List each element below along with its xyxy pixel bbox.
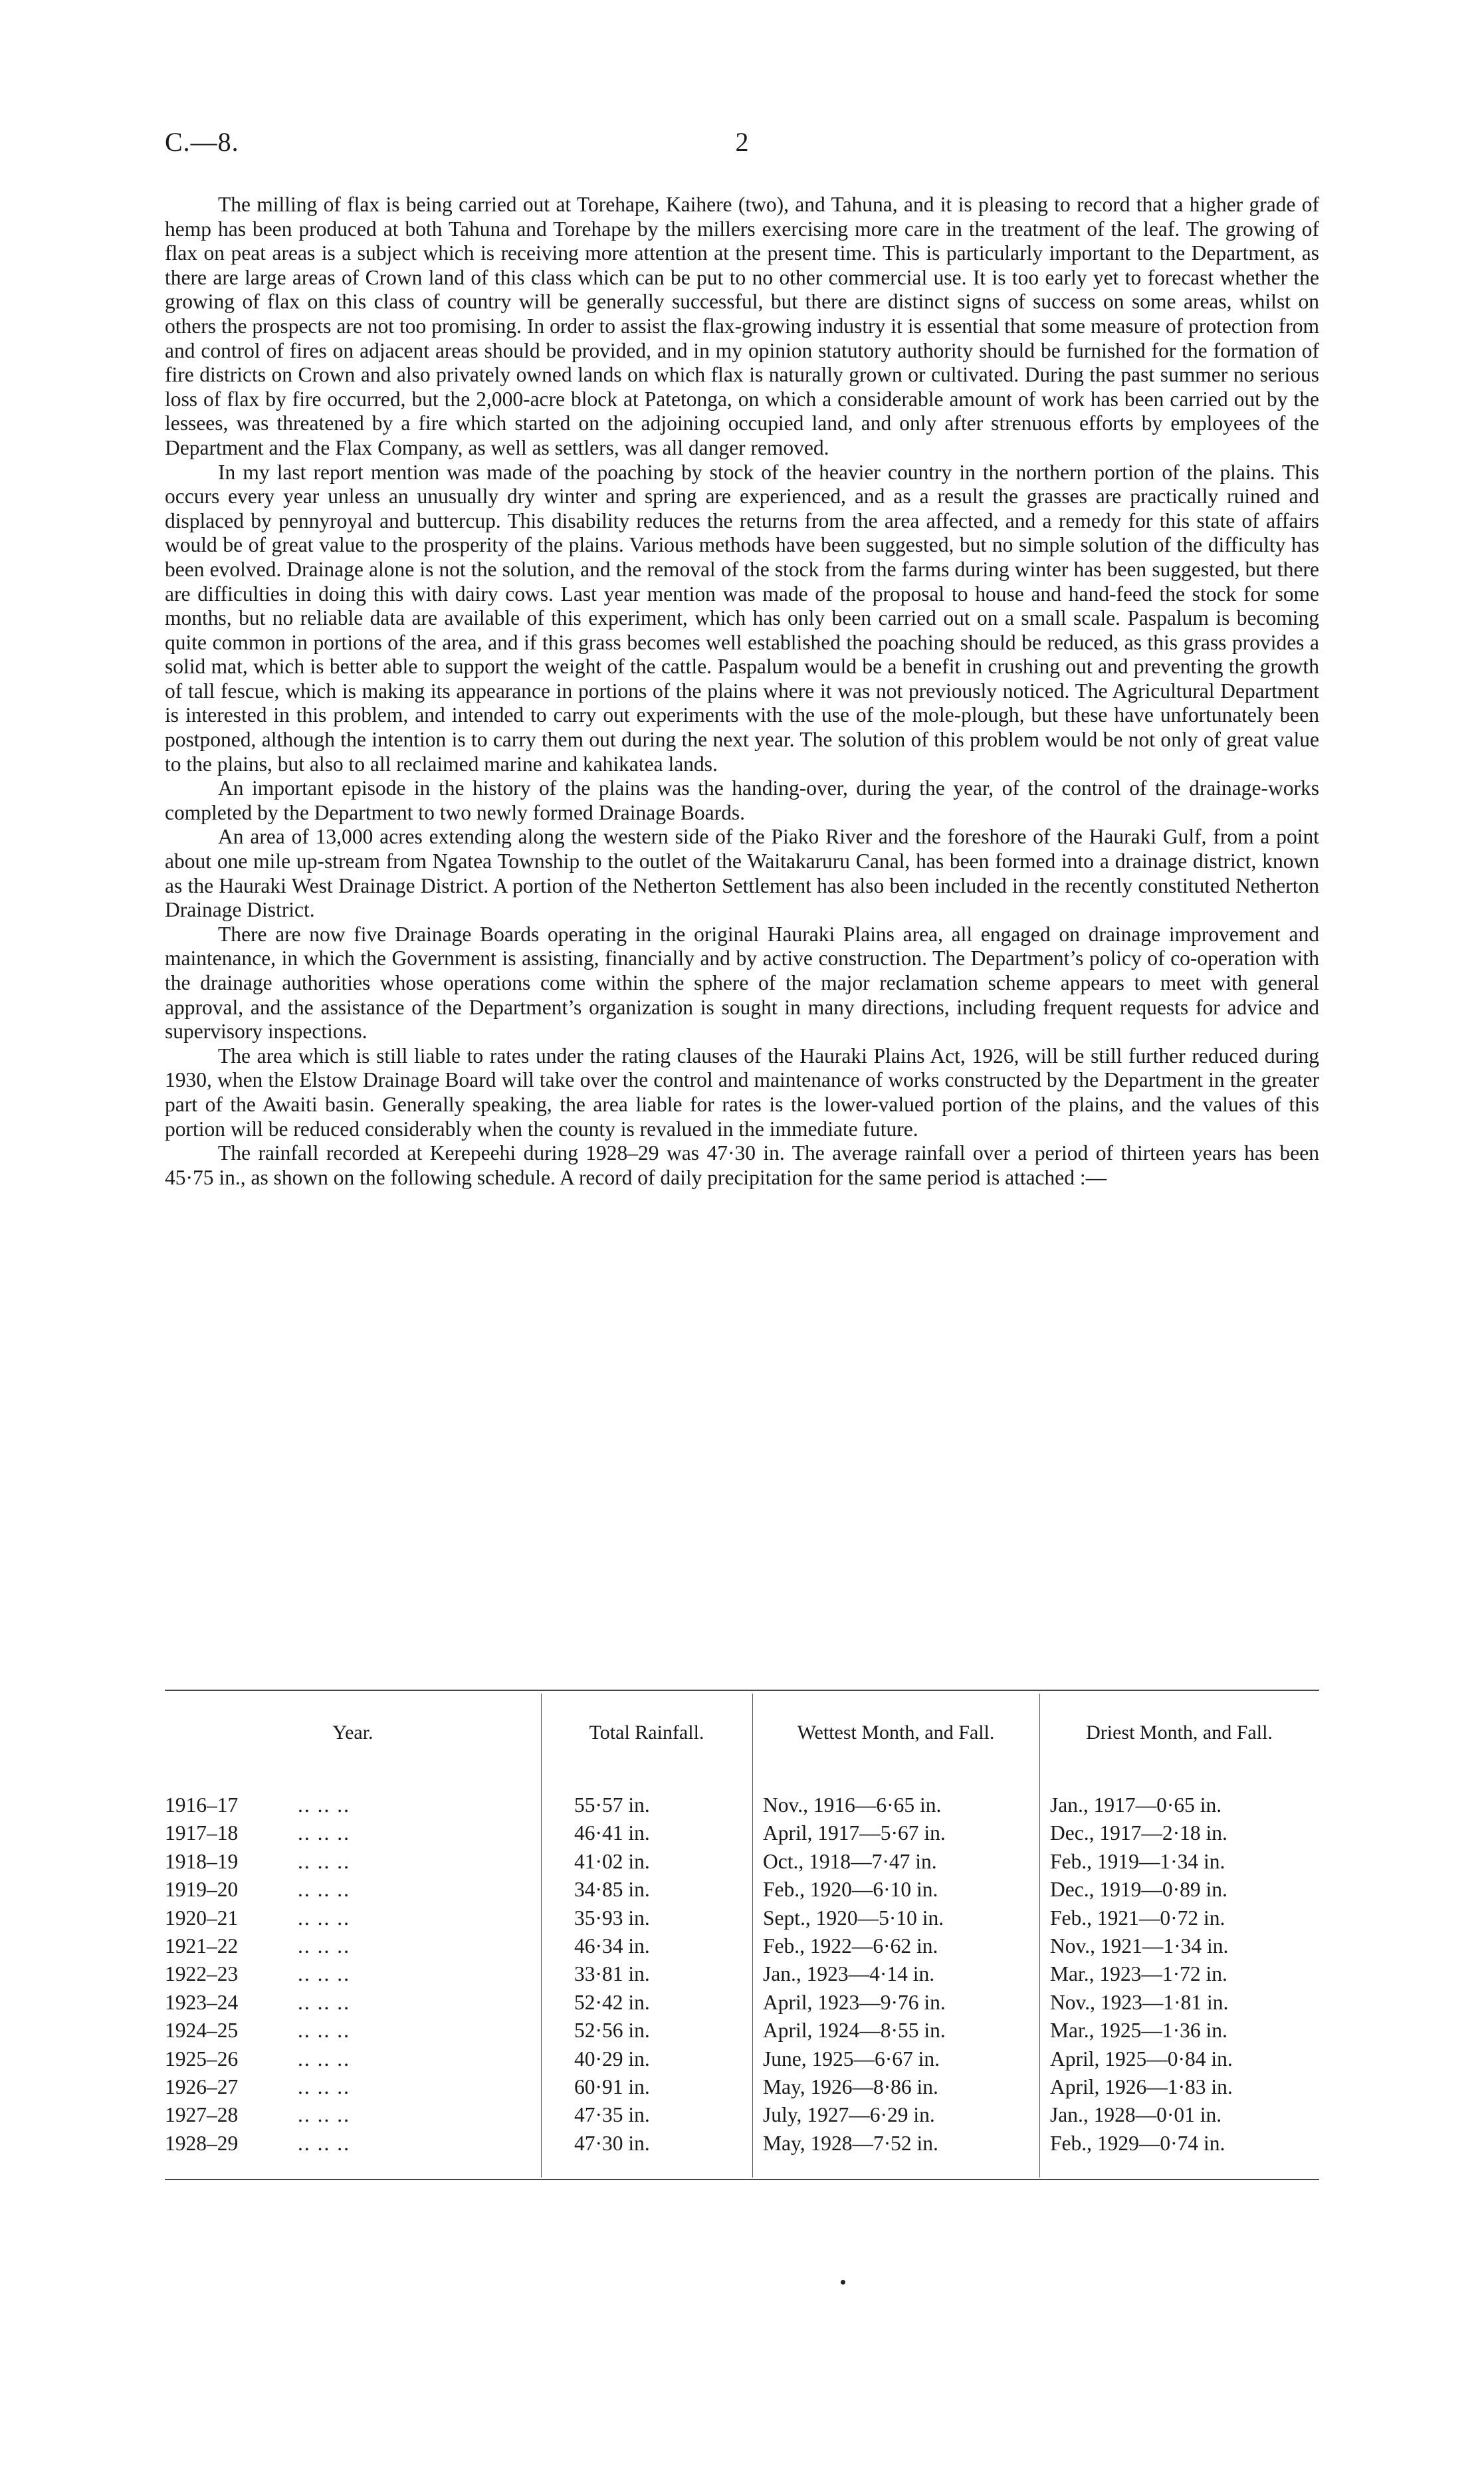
table-row bbox=[165, 2075, 1319, 2099]
wettest-month-cell: April, 1917—5·67 in. bbox=[763, 1821, 946, 1845]
rainfall-table bbox=[165, 1694, 1319, 2178]
leader-dots: .. .. .. bbox=[298, 2075, 350, 2098]
year-cell: 1922–23 bbox=[165, 1962, 239, 1986]
page-header bbox=[165, 126, 1319, 166]
total-rainfall-cell: 33·81 in. bbox=[574, 1962, 650, 1986]
paragraph-rainfall: The rainfall recorded at Kerepeehi during 1928–29 was 47·30 in. The average rainfall over a period of thirteen years has been 45·75 in., as shown on the following schedule. A record of daily precipitation for the same period is attached :— bbox=[165, 1141, 1319, 1189]
year-cell: 1927–28 bbox=[165, 2103, 239, 2127]
driest-month-cell: Dec., 1919—0·89 in. bbox=[1050, 1878, 1227, 1902]
driest-month-cell: Feb., 1929—0·74 in. bbox=[1050, 2131, 1225, 2155]
wettest-month-cell: June, 1925—6·67 in. bbox=[763, 2047, 940, 2071]
leader-dots: .. .. .. bbox=[298, 1849, 350, 1873]
total-rainfall-cell: 46·34 in. bbox=[574, 1934, 650, 1958]
driest-month-cell: Feb., 1919—1·34 in. bbox=[1050, 1849, 1225, 1873]
table-row bbox=[165, 1962, 1319, 1986]
driest-month-cell: April, 1926—1·83 in. bbox=[1050, 2075, 1233, 2098]
wettest-month-cell: April, 1924—8·55 in. bbox=[763, 2019, 946, 2043]
year-cell: 1928–29 bbox=[165, 2131, 239, 2155]
year-cell: 1916–17 bbox=[165, 1793, 239, 1817]
wettest-month-cell: Nov., 1916—6·65 in. bbox=[763, 1793, 942, 1817]
total-rainfall-cell: 40·29 in. bbox=[574, 2047, 650, 2071]
document-reference: C.—8. bbox=[165, 127, 239, 157]
total-rainfall-cell: 41·02 in. bbox=[574, 1849, 650, 1873]
year-cell: 1919–20 bbox=[165, 1878, 239, 1902]
table-row bbox=[165, 1991, 1319, 2015]
driest-month-cell: Nov., 1921—1·34 in. bbox=[1050, 1934, 1229, 1958]
total-rainfall-cell: 34·85 in. bbox=[574, 1878, 650, 1902]
year-cell: 1918–19 bbox=[165, 1849, 239, 1873]
table-row bbox=[165, 1821, 1319, 1845]
year-cell: 1925–26 bbox=[165, 2047, 239, 2071]
wettest-month-cell: May, 1928—7·52 in. bbox=[763, 2131, 938, 2155]
leader-dots: .. .. .. bbox=[298, 2019, 350, 2043]
header-year: Year. bbox=[332, 1722, 373, 1743]
total-rainfall-cell: 52·56 in. bbox=[574, 2019, 650, 2043]
paragraph-drainage-boards: There are now five Drainage Boards operating in the original Hauraki Plains area, all engaged on drainage improvement and maintenance, in which the Government is assisting, financially and by active construction. The Department’s policy of co-operation with the drainage authorities whose operations come within the sphere of the major reclamation scheme appears to meet with general approval, and the assistance of the Department’s organization is sought in many directions, including frequent requests for advice and supervisory inspections. bbox=[165, 922, 1319, 1044]
table-row bbox=[165, 2132, 1319, 2156]
header-wettest-month: Wettest Month, and Fall. bbox=[797, 1722, 995, 1743]
total-rainfall-cell: 47·35 in. bbox=[574, 2103, 650, 2127]
wettest-month-cell: July, 1927—6·29 in. bbox=[763, 2103, 935, 2127]
total-rainfall-cell: 47·30 in. bbox=[574, 2131, 650, 2155]
leader-dots: .. .. .. bbox=[298, 1878, 350, 1902]
wettest-month-cell: Feb., 1922—6·62 in. bbox=[763, 1934, 938, 1958]
page-number: 2 bbox=[735, 127, 749, 157]
table-row bbox=[165, 1878, 1319, 1902]
driest-month-cell: Jan., 1917—0·65 in. bbox=[1050, 1793, 1222, 1817]
total-rainfall-cell: 46·41 in. bbox=[574, 1821, 650, 1845]
total-rainfall-cell: 55·57 in. bbox=[574, 1793, 650, 1817]
leader-dots: .. .. .. bbox=[298, 2103, 350, 2127]
body-text bbox=[165, 193, 1319, 1190]
driest-month-cell: Dec., 1917—2·18 in. bbox=[1050, 1821, 1227, 1845]
leader-dots: .. .. .. bbox=[298, 1962, 350, 1986]
header-driest-month: Driest Month, and Fall. bbox=[1086, 1722, 1273, 1743]
table-row bbox=[165, 1850, 1319, 1874]
total-rainfall-cell: 60·91 in. bbox=[574, 2075, 650, 2098]
table-row bbox=[165, 2103, 1319, 2127]
leader-dots: .. .. .. bbox=[298, 1821, 350, 1845]
table-row bbox=[165, 1906, 1319, 1930]
table-row bbox=[165, 2047, 1319, 2071]
driest-month-cell: Nov., 1923—1·81 in. bbox=[1050, 1990, 1229, 2014]
paragraph-flax-milling: The milling of flax is being carried out at Torehape, Kaihere (two), and Tahuna, and it is pleasing to record that a higher grade of hemp has been produced at both Tahuna and Torehape by the millers exercising more care in the treatment of the leaf. The growing of flax on peat areas is a subject which is receiving more attention at the present time. This is particularly important to the Department, as there are large areas of Crown land of this class which can be put to no other commercial use. It is too early yet to forecast whether the growing of flax on this class of country will be generally successful, but there are distinct signs of success on some areas, whilst on others the prospects are not too promising. In order to assist the flax-growing industry it is essential that some measure of protection from and control of fires on adjacent areas should be provided, and in my opinion statutory authority should be furnished for the formation of fire districts on Crown and also privately owned lands on which flax is naturally grown or cultivated. During the past summer no serious loss of flax by fire occurred, but the 2,000-acre block at Patetonga, on which a considerable amount of work has been carried out by the lessees, was threatened by a fire which started on the adjoining occupied land, and only after strenuous efforts by employees of the Department and the Flax Company, as well as settlers, was all danger removed. bbox=[165, 193, 1319, 459]
leader-dots: .. .. .. bbox=[298, 1793, 350, 1817]
header-total-rainfall: Total Rainfall. bbox=[589, 1722, 704, 1743]
total-rainfall-cell: 35·93 in. bbox=[574, 1906, 650, 1930]
table-row bbox=[165, 1934, 1319, 1958]
driest-month-cell: Jan., 1928—0·01 in. bbox=[1050, 2103, 1222, 2127]
wettest-month-cell: Feb., 1920—6·10 in. bbox=[763, 1878, 938, 1902]
table-top-rule bbox=[165, 1690, 1319, 1691]
year-cell: 1917–18 bbox=[165, 1821, 239, 1845]
table-row bbox=[165, 1793, 1319, 1817]
wettest-month-cell: April, 1923—9·76 in. bbox=[763, 1990, 946, 2014]
page-mark-dot bbox=[841, 2280, 845, 2285]
paragraph-rates: The area which is still liable to rates under the rating clauses of the Hauraki Plains Act, 1926, will be still further reduced during 1930, when the Elstow Drainage Board will take over the control and maintenance of works constructed by the Department in the greater part of the Awaiti basin. Generally speaking, the area liable for rates is the lower-valued portion of the plains, and the values of this portion will be reduced considerably when the county is revalued in the immediate future. bbox=[165, 1044, 1319, 1141]
leader-dots: .. .. .. bbox=[298, 2131, 350, 2155]
wettest-month-cell: Oct., 1918—7·47 in. bbox=[763, 1849, 937, 1873]
total-rainfall-cell: 52·42 in. bbox=[574, 1990, 650, 2014]
driest-month-cell: Mar., 1925—1·36 in. bbox=[1050, 2019, 1227, 2043]
year-cell: 1923–24 bbox=[165, 1990, 239, 2014]
driest-month-cell: Feb., 1921—0·72 in. bbox=[1050, 1906, 1225, 1930]
year-cell: 1924–25 bbox=[165, 2019, 239, 2043]
driest-month-cell: Mar., 1923—1·72 in. bbox=[1050, 1962, 1227, 1986]
wettest-month-cell: Jan., 1923—4·14 in. bbox=[763, 1962, 935, 1986]
leader-dots: .. .. .. bbox=[298, 1934, 350, 1958]
year-cell: 1920–21 bbox=[165, 1906, 239, 1930]
year-cell: 1926–27 bbox=[165, 2075, 239, 2098]
paragraph-hauraki-west: An area of 13,000 acres extending along the western side of the Piako River and the foreshore of the Hauraki Gulf, from a point about one mile up-stream from Ngatea Township to the outlet of the Waitakaruru Canal, has been formed into a drainage district, known as the Hauraki West Drainage District. A portion of the Netherton Settlement has also been included in the recently constituted Netherton Drainage District. bbox=[165, 825, 1319, 922]
paragraph-handing-over: An important episode in the history of the plains was the handing-over, during the year, of the control of the drainage-works completed by the Department to two newly formed Drainage Boards. bbox=[165, 776, 1319, 824]
leader-dots: .. .. .. bbox=[298, 2047, 350, 2071]
leader-dots: .. .. .. bbox=[298, 1990, 350, 2014]
year-cell: 1921–22 bbox=[165, 1934, 239, 1958]
table-bottom-rule bbox=[165, 2179, 1319, 2180]
wettest-month-cell: May, 1926—8·86 in. bbox=[763, 2075, 938, 2098]
wettest-month-cell: Sept., 1920—5·10 in. bbox=[763, 1906, 944, 1930]
driest-month-cell: April, 1925—0·84 in. bbox=[1050, 2047, 1233, 2071]
leader-dots: .. .. .. bbox=[298, 1906, 350, 1930]
table-row bbox=[165, 2019, 1319, 2043]
paragraph-poaching: In my last report mention was made of the poaching by stock of the heavier country in the northern portion of the plains. This occurs every year unless an unusually dry winter and spring are experienced, and as a result the grasses are practically ruined and displaced by pennyroyal and buttercup. This disability reduces the returns from the area affected, and a remedy for this state of affairs would be of great value to the prosperity of the plains. Various methods have been suggested, but no simple solution of the difficulty has been evolved. Drainage alone is not the solution, and the removal of the stock from the farms during winter has been suggested, but there are difficulties in doing this with dairy cows. Last year mention was made of the proposal to house and hand-feed the stock for some months, but no reliable data are available of this experiment, which has only been carried out on a small scale. Paspalum is becoming quite common in portions of the area, and if this grass becomes well established the poaching should be reduced, as this grass provides a solid mat, which is better able to support the weight of the cattle. Paspalum would be a benefit in crushing out and preventing the growth of tall fescue, which is making its appearance in portions of the plains where it was not previously noticed. The Agricultural Department is interested in this problem, and intended to carry out experiments with the use of the mole-plough, but these have unfortunately been postponed, although the intention is to carry them out during the next year. The solution of this problem would be not only of great value to the plains, but also to all reclaimed marine and kahikatea lands. bbox=[165, 460, 1319, 776]
